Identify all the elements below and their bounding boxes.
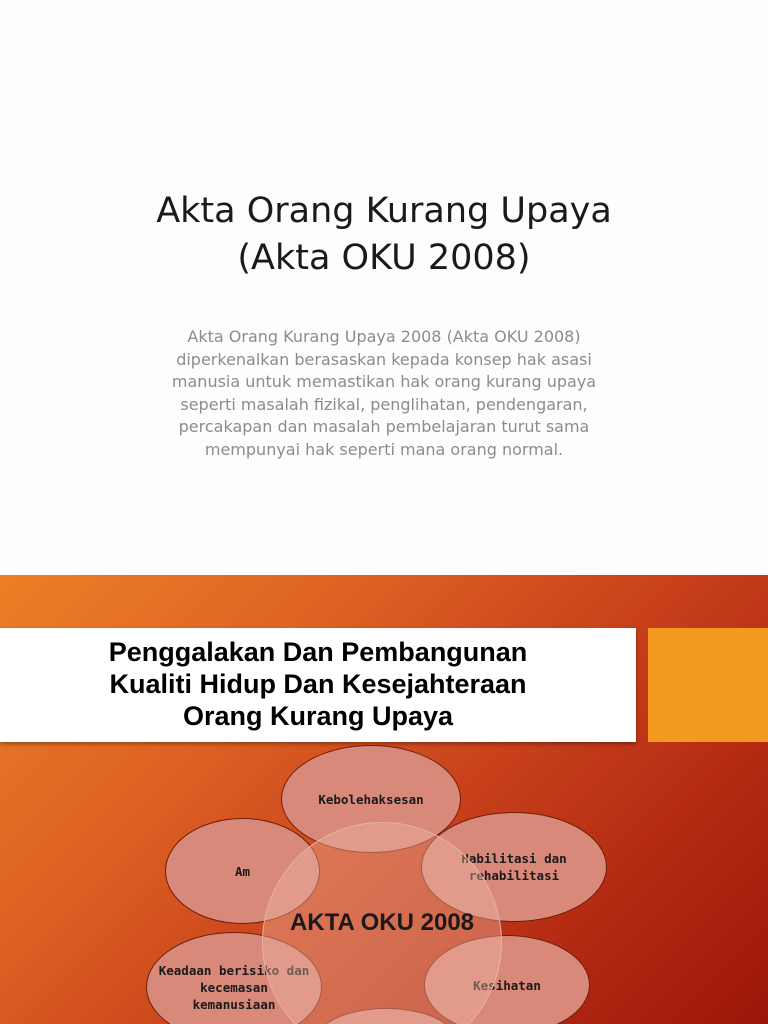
bubble-label-line: kemanusiaan xyxy=(192,996,276,1012)
bubble-label: Kebolehaksesan xyxy=(318,791,424,807)
center-label: AKTA OKU 2008 xyxy=(289,909,475,936)
slide-title-line-1: Akta Orang Kurang Upaya xyxy=(156,191,612,231)
bubble-label-line: Keadaan berisiko dan xyxy=(158,962,310,978)
slide-title xyxy=(40,188,728,282)
bubble-label-line: rehabilitasi xyxy=(468,868,560,883)
body-line: manusia untuk memastikan hak orang kurang upaya xyxy=(171,372,597,391)
bubble-label-line: Habilitasi dan xyxy=(461,851,567,866)
body-line: Akta Orang Kurang Upaya 2008 (Akta OKU 2008) xyxy=(187,327,581,346)
bubble-label: Kesihatan xyxy=(473,977,541,993)
body-line: percakapan dan masalah pembelajaran turut sama xyxy=(178,417,590,436)
diagram-title xyxy=(20,636,616,732)
slide-diagram xyxy=(0,575,768,1024)
diagram-title-line: Penggalakan Dan Pembangunan xyxy=(108,637,528,667)
diagram-title-line: Kualiti Hidup Dan Kesejahteraan xyxy=(109,669,527,699)
slide-title-line-2: (Akta OKU 2008) xyxy=(237,238,531,278)
accent-box xyxy=(648,628,768,742)
body-line: mempunyai hak seperti mana orang normal. xyxy=(204,439,564,459)
slide-body-text xyxy=(120,326,648,461)
diagram-title-line: Orang Kurang Upaya xyxy=(182,701,454,731)
body-line: seperti masalah fizikal, penglihatan, pendengaran, xyxy=(180,394,588,414)
bubble-label-line: kecemasan xyxy=(200,979,268,995)
bubble-label: Am xyxy=(234,863,251,879)
title-box xyxy=(0,628,636,742)
body-line: diperkenalkan berasaskan kepada konsep hak asasi xyxy=(176,349,592,369)
